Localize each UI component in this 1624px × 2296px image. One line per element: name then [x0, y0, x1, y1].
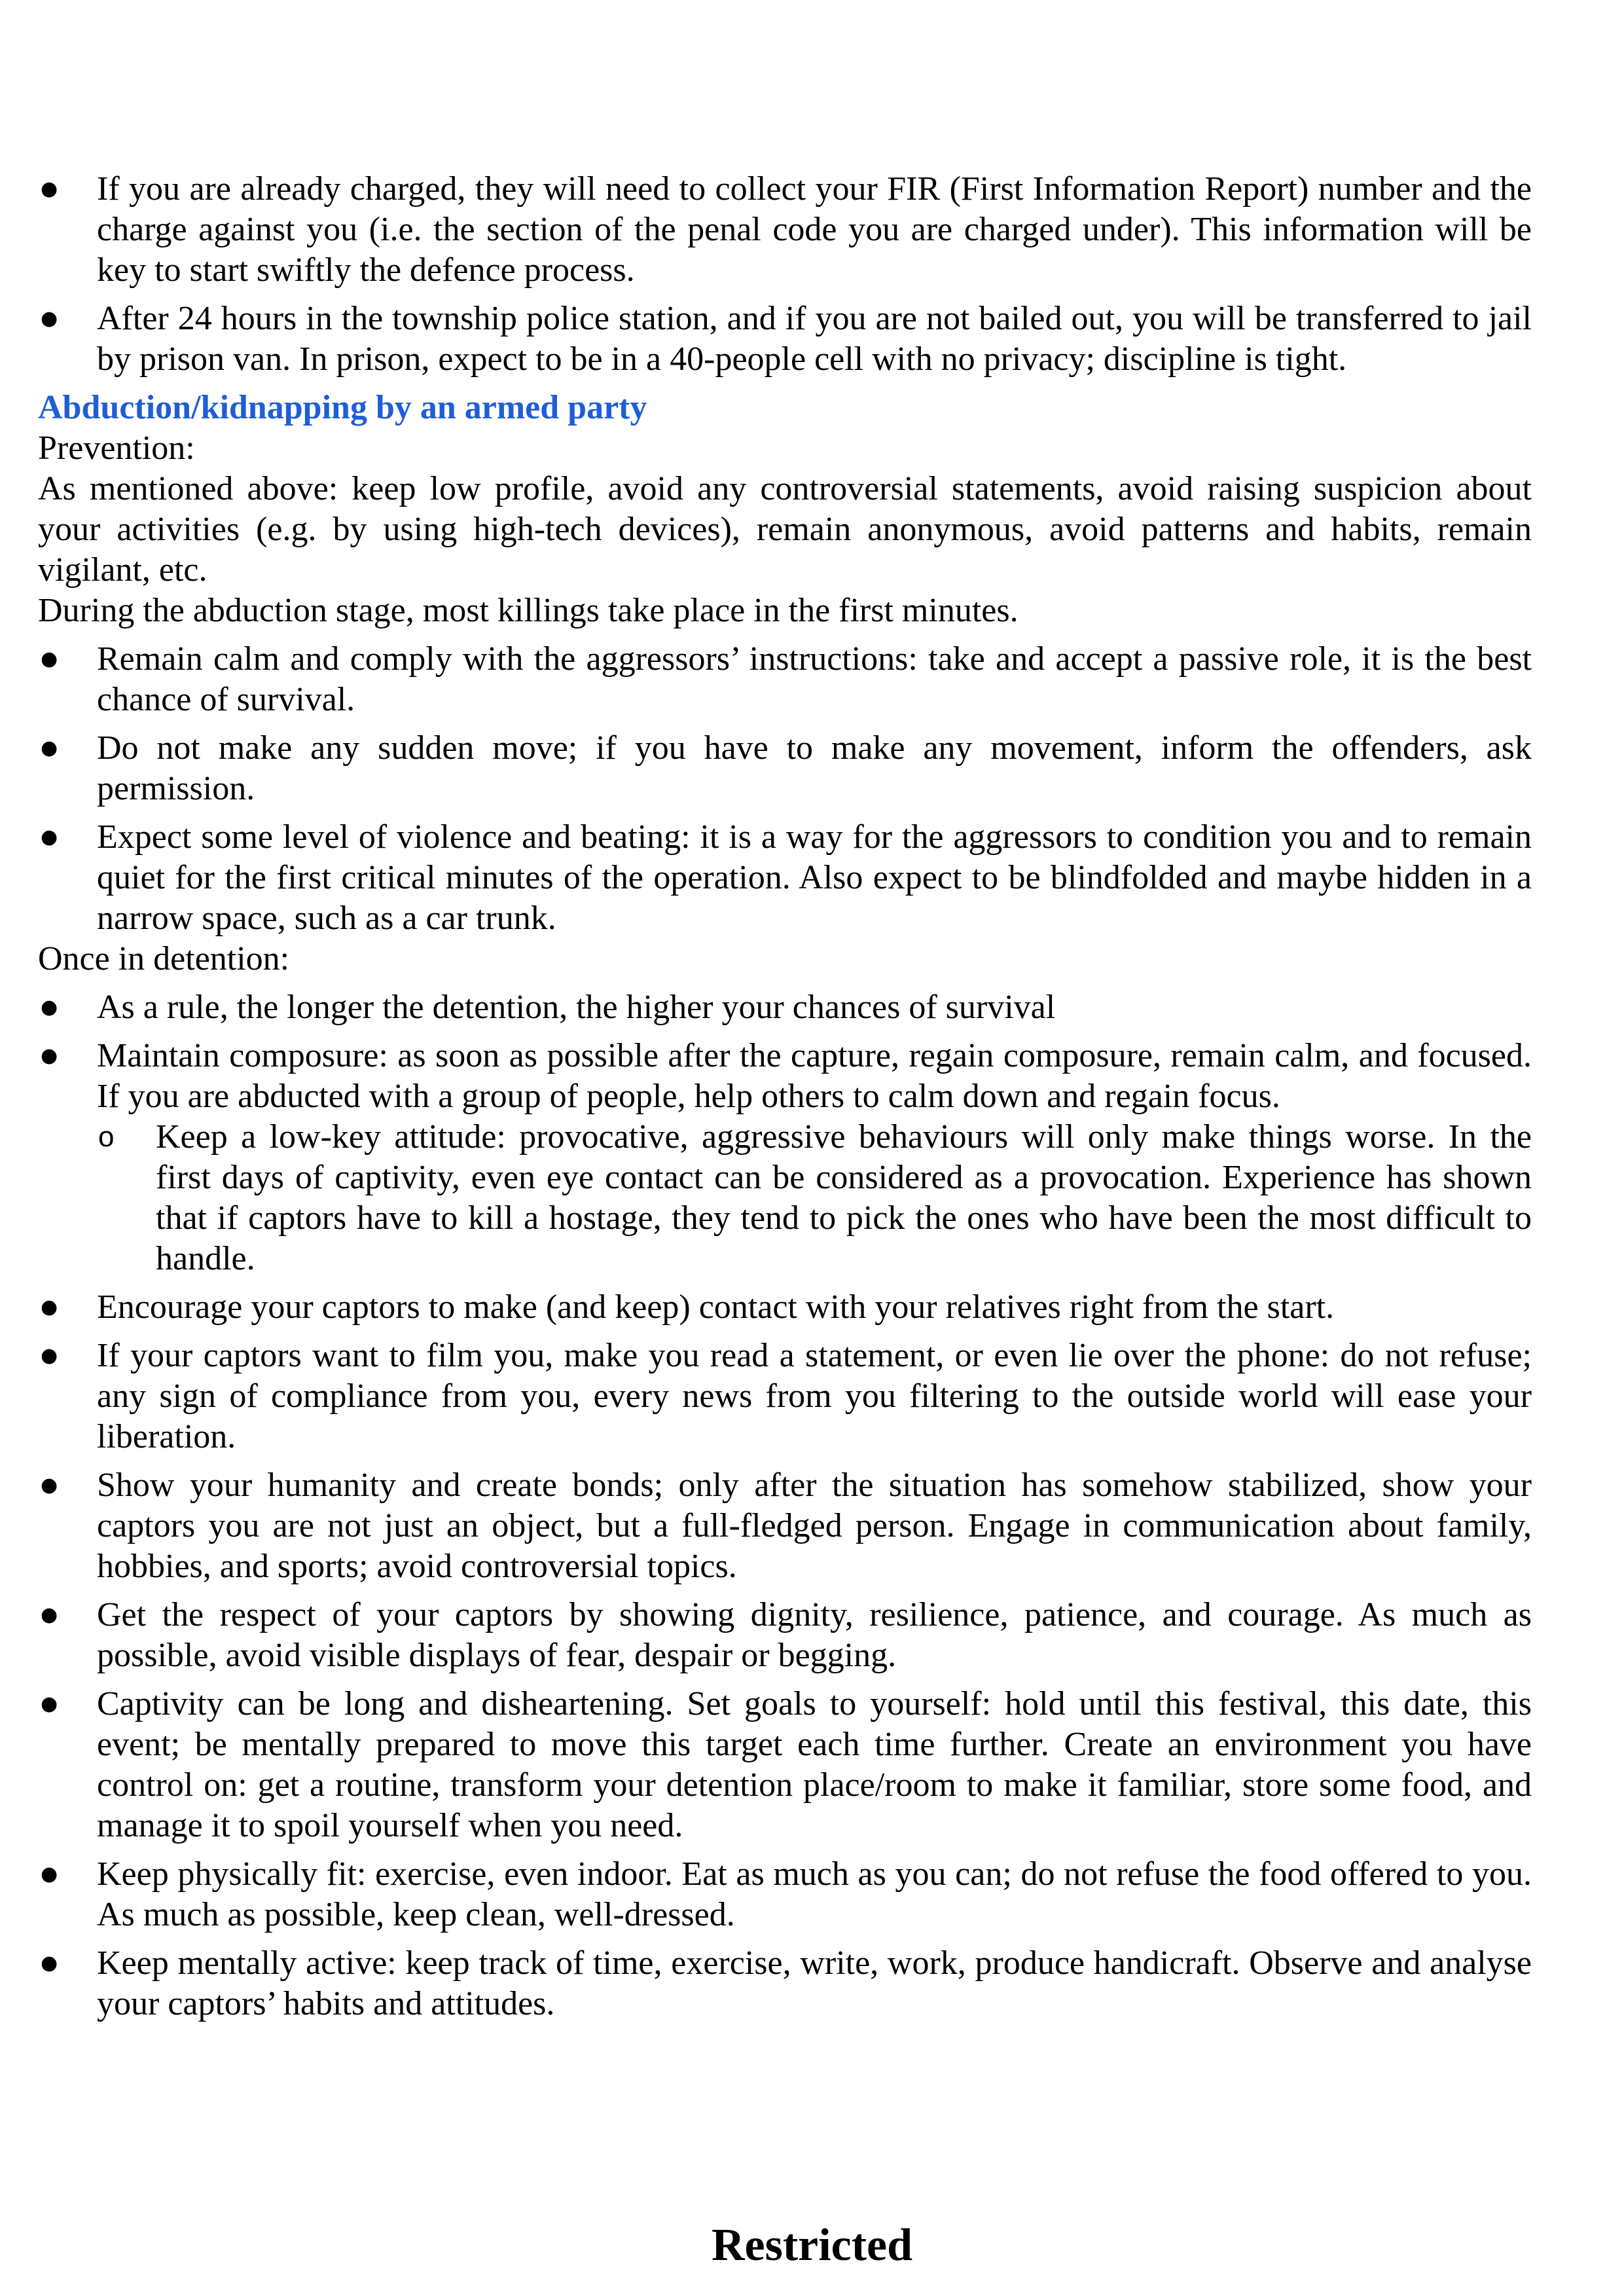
- list-item: ● If your captors want to film you, make you read a statement, or even lie over the phone: do not refuse; any sign of compliance from you, every news from you filtering to the outside world will ease your liberation.: [38, 1336, 1532, 1457]
- abduction-bullet-list: [38, 639, 1532, 939]
- list-item: ● Do not make any sudden move; if you have to make any movement, inform the offenders, ask permission.: [38, 728, 1532, 809]
- detention-label: Once in detention:: [38, 940, 290, 977]
- prevention-label: Prevention:: [38, 429, 195, 467]
- list-item-text: ● Maintain composure: as soon as possible after the capture, regain composure, remain calm, and focused. If you are abducted with a group of people, help others to calm down and regain focus.: [97, 1037, 1532, 1115]
- list-item: ● As a rule, the longer the detention, the higher your chances of survival: [38, 987, 1532, 1028]
- list-item: ● After 24 hours in the township police station, and if you are not bailed out, you will be transferred to jail by prison van. In prison, expect to be in a 40-people cell with no privacy; discipline is tight.: [38, 299, 1532, 380]
- prevention-paragraph: As mentioned above: keep low profile, avoid any controversial statements, avoid raising suspicion about your activities (e.g. by using high-tech devices), remain anonymous, avoid patterns and habits, remain vigilant, etc.: [38, 470, 1532, 589]
- detention-bullet-list: [38, 987, 1532, 2024]
- intro-bullet-list: [38, 169, 1532, 380]
- page-content: [38, 169, 1532, 2032]
- classification-footer: Restricted: [711, 2220, 913, 2270]
- section-heading: Abduction/kidnapping by an armed party: [38, 389, 647, 426]
- list-item: ● Encourage your captors to make (and keep) contact with your relatives right from the start.: [38, 1287, 1532, 1328]
- list-item: ● Show your humanity and create bonds; only after the situation has somehow stabilized, show your captors you are not just an object, but a full-fledged person. Engage in communication about family, hobbies, and sports; avoid controversial topics.: [38, 1465, 1532, 1587]
- abduction-intro: During the abduction stage, most killings take place in the first minutes.: [38, 592, 1019, 629]
- list-item: ● Expect some level of violence and beating: it is a way for the aggressors to condition you and to remain quiet for the first critical minutes of the operation. Also expect to be blindfolded and maybe hidden in a narrow space, such as a car trunk.: [38, 817, 1532, 939]
- list-item: ● Remain calm and comply with the aggressors’ instructions: take and accept a passive role, it is the best chance of survival.: [38, 639, 1532, 720]
- sub-list: [0, 1117, 1532, 1279]
- list-item: ● Get the respect of your captors by showing dignity, resilience, patience, and courage. As much as possible, avoid visible displays of fear, despair or begging.: [38, 1595, 1532, 1676]
- list-item: ● If you are already charged, they will need to collect your FIR (First Information Report) number and the charge against you (i.e. the section of the penal code you are charged under). This information will be key to start swiftly the defence process.: [38, 169, 1532, 291]
- list-item: ● Captivity can be long and disheartening. Set goals to yourself: hold until this festival, this date, this event; be mentally prepared to move this target each time further. Create an environment you have control on: get a routine, transform your detention place/room to make it familiar, store some food, and manage it to spoil yourself when you need.: [38, 1684, 1532, 1846]
- list-item: [38, 1036, 1532, 1279]
- list-item: ● Keep physically fit: exercise, even indoor. Eat as much as you can; do not refuse the food offered to you. As much as possible, keep clean, well-dressed.: [38, 1854, 1532, 1935]
- list-item: ● Keep mentally active: keep track of time, exercise, write, work, produce handicraft. Observe and analyse your captors’ habits and attitudes.: [38, 1943, 1532, 2024]
- sub-list-item: o Keep a low-key attitude: provocative, aggressive behaviours will only make things worse. In the first days of captivity, even eye contact can be considered as a provocation. Experience has shown that if captors have to kill a hostage, they tend to pick the ones who have been the most difficult to handle.: [0, 1117, 1532, 1279]
